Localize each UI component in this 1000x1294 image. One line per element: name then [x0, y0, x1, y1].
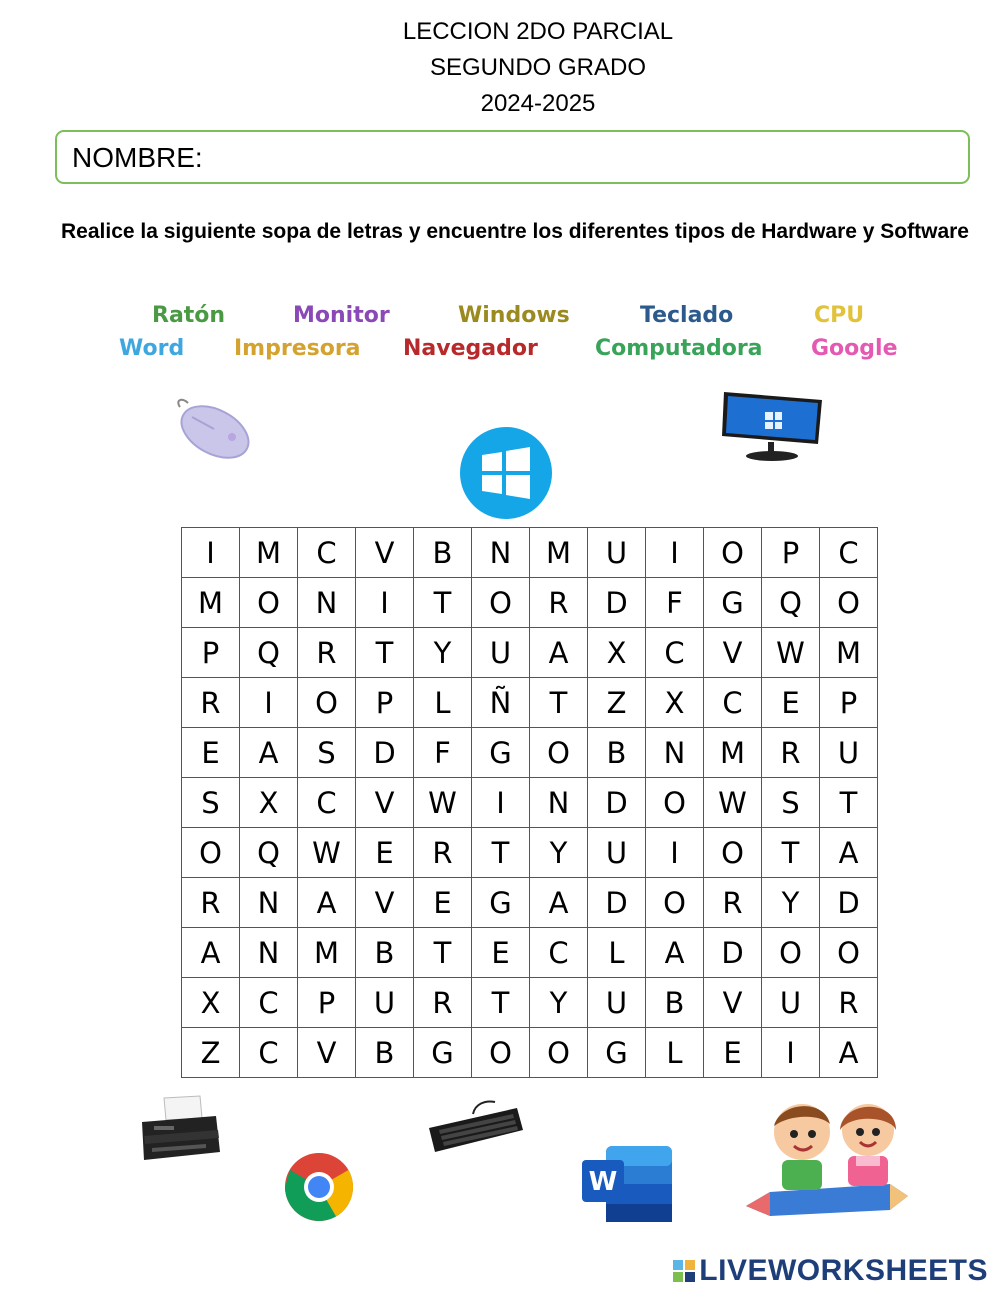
chrome-icon — [282, 1150, 356, 1224]
grid-cell[interactable]: U — [472, 628, 530, 678]
grid-cell[interactable]: C — [240, 1028, 298, 1078]
name-field[interactable] — [55, 130, 970, 184]
grid-cell[interactable]: O — [472, 1028, 530, 1078]
grid-cell[interactable]: P — [820, 678, 878, 728]
grid-cell[interactable]: X — [182, 978, 240, 1028]
grid-cell[interactable]: E — [472, 928, 530, 978]
grid-cell[interactable]: U — [588, 978, 646, 1028]
grid-cell[interactable]: V — [298, 1028, 356, 1078]
grid-row — [182, 978, 878, 1028]
grid-cell[interactable]: O — [240, 578, 298, 628]
brand-text: LIVEWORKSHEETS — [699, 1254, 988, 1287]
instructions: Realice la siguiente sopa de letras y encuentre los diferentes tipos de Hardware y Software — [61, 220, 969, 243]
grid-cell[interactable]: L — [646, 1028, 704, 1078]
grid-cell[interactable]: O — [646, 878, 704, 928]
grid-cell[interactable]: Y — [414, 628, 472, 678]
grid-cell[interactable]: I — [472, 778, 530, 828]
grid-cell[interactable]: T — [762, 828, 820, 878]
grid-cell[interactable]: T — [530, 678, 588, 728]
grid-cell[interactable]: R — [182, 678, 240, 728]
grid-cell[interactable]: P — [182, 628, 240, 678]
grid-cell[interactable]: V — [356, 878, 414, 928]
grid-cell[interactable]: X — [646, 678, 704, 728]
grid-cell[interactable]: R — [820, 978, 878, 1028]
grid-cell[interactable]: T — [820, 778, 878, 828]
grid-row — [182, 878, 878, 928]
grid-cell[interactable]: M — [182, 578, 240, 628]
grid-cell[interactable]: Y — [530, 828, 588, 878]
grid-cell[interactable]: C — [704, 678, 762, 728]
grid-cell[interactable]: O — [820, 928, 878, 978]
grid-cell[interactable]: C — [530, 928, 588, 978]
grid-cell[interactable]: W — [414, 778, 472, 828]
grid-cell[interactable]: I — [356, 578, 414, 628]
grid-cell[interactable]: W — [704, 778, 762, 828]
grid-cell[interactable]: C — [646, 628, 704, 678]
grid-cell[interactable]: A — [646, 928, 704, 978]
grid-cell[interactable]: S — [182, 778, 240, 828]
grid-row — [182, 828, 878, 878]
grid-cell[interactable]: A — [240, 728, 298, 778]
lesson-title: LECCION 2DO PARCIAL — [402, 18, 674, 45]
grid-cell[interactable]: D — [588, 878, 646, 928]
grid-cell[interactable]: I — [240, 678, 298, 728]
grid-cell[interactable]: O — [820, 578, 878, 628]
name-label: NOMBRE: — [72, 142, 203, 173]
grid-row — [182, 778, 878, 828]
grid-cell[interactable]: G — [704, 578, 762, 628]
keyboard-icon — [425, 1094, 525, 1158]
grid-cell[interactable]: A — [530, 878, 588, 928]
grid-cell[interactable]: M — [240, 528, 298, 578]
grid-cell[interactable]: N — [530, 778, 588, 828]
grid-cell[interactable]: R — [182, 878, 240, 928]
grid-cell[interactable]: B — [356, 1028, 414, 1078]
word-list — [100, 300, 940, 370]
grid-cell[interactable]: T — [356, 628, 414, 678]
grid-cell[interactable]: O — [298, 678, 356, 728]
grid-cell[interactable]: T — [414, 578, 472, 628]
liveworksheets-logo-icon — [673, 1260, 695, 1282]
grid-cell[interactable]: D — [588, 578, 646, 628]
grid-cell[interactable]: I — [646, 528, 704, 578]
grid-cell[interactable]: E — [356, 828, 414, 878]
grid-cell[interactable]: G — [472, 728, 530, 778]
grid-cell[interactable]: C — [240, 978, 298, 1028]
grid-cell[interactable]: N — [646, 728, 704, 778]
grid-cell[interactable]: N — [240, 928, 298, 978]
grid-row — [182, 928, 878, 978]
grid-cell[interactable]: X — [588, 628, 646, 678]
grid-cell[interactable]: R — [762, 728, 820, 778]
grid-cell[interactable]: A — [298, 878, 356, 928]
grid-cell[interactable]: U — [588, 528, 646, 578]
grid-cell[interactable]: T — [472, 828, 530, 878]
grid-cell[interactable]: F — [414, 728, 472, 778]
grid-cell[interactable]: E — [414, 878, 472, 928]
grid-cell[interactable]: E — [182, 728, 240, 778]
grid-cell[interactable]: B — [646, 978, 704, 1028]
word-item: Monitor — [293, 303, 390, 328]
mouse-icon — [170, 395, 260, 465]
grid-cell[interactable]: O — [646, 778, 704, 828]
grid-cell[interactable]: M — [530, 528, 588, 578]
grid-cell[interactable]: S — [298, 728, 356, 778]
grid-cell[interactable]: M — [298, 928, 356, 978]
grid-cell[interactable]: E — [704, 1028, 762, 1078]
grid-cell[interactable]: P — [298, 978, 356, 1028]
grid-cell[interactable]: X — [240, 778, 298, 828]
word-item: Google — [811, 336, 898, 361]
word-item: Computadora — [595, 336, 763, 361]
word-item: CPU — [814, 303, 865, 328]
grid-cell[interactable]: B — [414, 528, 472, 578]
grid-cell[interactable]: U — [356, 978, 414, 1028]
grid-cell[interactable]: O — [472, 578, 530, 628]
grid-cell[interactable]: A — [182, 928, 240, 978]
grid-cell[interactable]: T — [414, 928, 472, 978]
word-item: Word — [119, 336, 185, 361]
grid-cell[interactable]: M — [820, 628, 878, 678]
grid-cell[interactable]: D — [820, 878, 878, 928]
liveworksheets-brand — [673, 1254, 988, 1288]
grid-cell[interactable]: M — [704, 728, 762, 778]
school-year: 2024-2025 — [480, 90, 596, 117]
grid-cell[interactable]: O — [762, 928, 820, 978]
grid-cell[interactable]: V — [356, 778, 414, 828]
grid-cell[interactable]: A — [820, 828, 878, 878]
grid-cell[interactable]: U — [588, 828, 646, 878]
grid-cell[interactable]: O — [182, 828, 240, 878]
svg-text:W: W — [588, 1167, 618, 1197]
grid-cell[interactable]: S — [762, 778, 820, 828]
grid-cell[interactable]: Y — [762, 878, 820, 928]
grid-cell[interactable]: I — [182, 528, 240, 578]
grid-cell[interactable]: D — [588, 778, 646, 828]
grid-cell[interactable]: R — [298, 628, 356, 678]
grid-cell[interactable]: Z — [588, 678, 646, 728]
grid-cell[interactable]: R — [704, 878, 762, 928]
grid-cell[interactable]: O — [530, 728, 588, 778]
grid-cell[interactable]: N — [240, 878, 298, 928]
grid-cell[interactable]: T — [472, 978, 530, 1028]
word-item: Teclado — [640, 303, 734, 328]
kids-on-pencil-illustration — [740, 1088, 938, 1224]
grid-cell[interactable]: U — [762, 978, 820, 1028]
grid-cell[interactable]: O — [530, 1028, 588, 1078]
grid-cell[interactable]: L — [588, 928, 646, 978]
grid-cell[interactable]: A — [530, 628, 588, 678]
worksheet-header — [0, 14, 1000, 122]
grid-cell[interactable]: O — [704, 828, 762, 878]
grid-row — [182, 678, 878, 728]
grid-cell[interactable]: L — [414, 678, 472, 728]
grid-cell[interactable]: O — [704, 528, 762, 578]
grid-cell[interactable]: D — [704, 928, 762, 978]
word-item: Windows — [458, 303, 570, 328]
grid-cell[interactable]: Q — [240, 628, 298, 678]
grid-row — [182, 578, 878, 628]
grid-cell[interactable]: P — [762, 528, 820, 578]
word-item: Ratón — [152, 303, 226, 328]
grid-cell[interactable]: V — [356, 528, 414, 578]
grid-cell[interactable]: E — [762, 678, 820, 728]
grid-cell[interactable]: Ñ — [472, 678, 530, 728]
grid-cell[interactable]: G — [414, 1028, 472, 1078]
grid-cell[interactable]: P — [356, 678, 414, 728]
word-app-icon — [578, 1142, 676, 1226]
grid-cell[interactable]: V — [704, 628, 762, 678]
grid-cell[interactable]: G — [472, 878, 530, 928]
grid-row — [182, 528, 878, 578]
grid-cell[interactable]: U — [820, 728, 878, 778]
windows-logo-icon — [458, 425, 554, 521]
grid-row — [182, 728, 878, 778]
grid-cell[interactable]: R — [530, 578, 588, 628]
grid-row — [182, 628, 878, 678]
grid-cell[interactable]: R — [414, 828, 472, 878]
grade-label: SEGUNDO GRADO — [429, 54, 647, 81]
grid-row — [182, 1028, 878, 1078]
grid-cell[interactable]: C — [298, 778, 356, 828]
grid-cell[interactable]: F — [646, 578, 704, 628]
grid-cell[interactable]: A — [820, 1028, 878, 1078]
grid-cell[interactable]: G — [588, 1028, 646, 1078]
grid-cell[interactable]: I — [762, 1028, 820, 1078]
grid-cell[interactable]: B — [356, 928, 414, 978]
grid-cell[interactable]: B — [588, 728, 646, 778]
grid-cell[interactable]: N — [298, 578, 356, 628]
grid-cell[interactable]: C — [820, 528, 878, 578]
word-item: Impresora — [234, 336, 361, 361]
grid-cell[interactable]: R — [414, 978, 472, 1028]
monitor-icon — [718, 388, 826, 464]
grid-cell[interactable]: N — [472, 528, 530, 578]
grid-cell[interactable]: Q — [762, 578, 820, 628]
grid-cell[interactable]: Q — [240, 828, 298, 878]
grid-cell[interactable]: V — [704, 978, 762, 1028]
printer-icon — [136, 1092, 226, 1172]
grid-cell[interactable]: C — [298, 528, 356, 578]
grid-cell[interactable]: W — [298, 828, 356, 878]
grid-cell[interactable]: D — [356, 728, 414, 778]
grid-cell[interactable]: W — [762, 628, 820, 678]
grid-cell[interactable]: Z — [182, 1028, 240, 1078]
grid-cell[interactable]: Y — [530, 978, 588, 1028]
word-item: Navegador — [403, 336, 538, 361]
word-search-grid — [181, 527, 878, 1078]
grid-cell[interactable]: I — [646, 828, 704, 878]
